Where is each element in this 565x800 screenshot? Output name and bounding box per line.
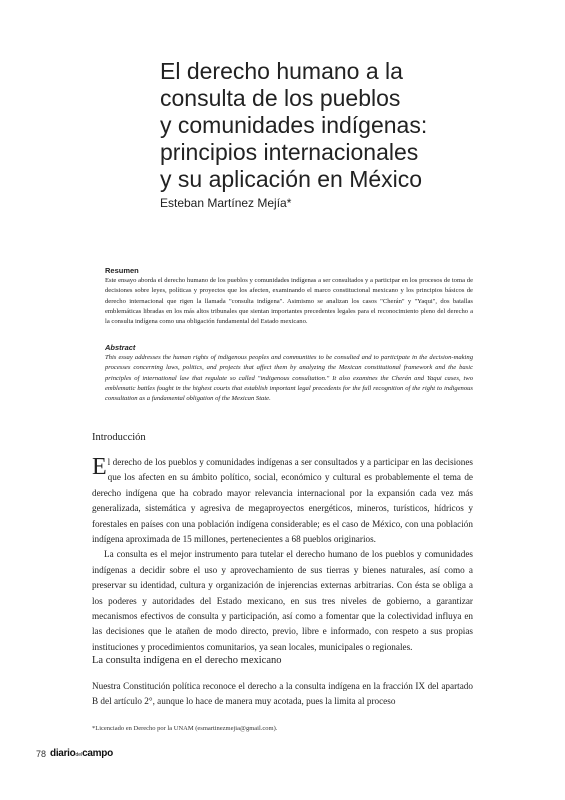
page-footer — [36, 748, 113, 759]
intro-paragraph-1 — [92, 455, 473, 547]
abstract-text: This essay addresses the human rights of indigenous peoples and communities to be consulted and to participate in the decision-making processes concerning laws, politics, and projects that affect them by analyzing the Mexican constitutional framework and the basic principles of international law that regulate so called "indigenous consultation." It also examines the Cherán and Yaqui cases, two emblematic battles fought in the highest courts that establish important legal precedents for the full recognition of the right to indigenous consultation as a fundamental obligation of the Mexican State. — [105, 354, 473, 403]
drop-cap: E — [92, 454, 107, 480]
abstract-heading: Abstract — [105, 343, 136, 352]
article-title — [160, 58, 490, 193]
section-heading: La consulta indígena en el derecho mexicano — [92, 655, 282, 666]
logo-text-del: del — [75, 752, 83, 758]
section-body — [92, 679, 473, 710]
resumen-heading: Resumen — [105, 266, 139, 275]
logo-text-diario: diario — [50, 748, 76, 759]
title-line: El derecho humano a la — [160, 58, 403, 84]
title-line: principios internacionales — [160, 139, 419, 165]
title-line: y su aplicación en México — [160, 166, 423, 192]
title-line: y comunidades indígenas: — [160, 112, 428, 138]
resumen-text: Este ensayo aborda el derecho humano de los pueblos y comunidades indígenas a ser consultados y a participar en los procesos de toma de decisiones sobre leyes, políticas y proyectos que los afecten, examinando el marco constitucional mexicano y los principios básicos de derecho internacional que rigen la llamada "consulta indígena". Asimismo se analizan los casos "Cherán" y "Yaqui", dos batallas emblemáticas libradas en los más altos tribunales que sientan importantes precedentes legales para el reconocimiento pleno del derecho a la consulta indígena como una obligación fundamental del Estado mexicano. — [105, 277, 473, 326]
intro-heading: Introducción — [92, 432, 146, 443]
footnote: *Licenciado en Derecho por la UNAM (esmartinezmejia@gmail.com). — [92, 725, 278, 732]
logo-text-campo: campo — [82, 748, 113, 759]
page-number: 78 — [36, 748, 47, 759]
journal-logo — [50, 748, 113, 759]
resumen-block — [105, 266, 473, 327]
intro-paragraph-2: La consulta es el mejor instrumento para tutelar el derecho humano de los pueblos y comunidades indígenas a decidir sobre el uso y aprovechamiento de sus tierras y bienes naturales, así como a preservar su identidad, cultura y organización de injerencias externas arbitrarias. Con ésta se obliga a los poderes y autoridades del Estado mexicano, en sus tres niveles de gobierno, a garantizar mecanismos efectivos de consulta y participación, así como a fomentar que la colectividad influya en las decisiones que le atañen de modo directo, previo, libre e informado, con respeto a sus propias instituciones y procedimientos comunitarios, ya sean locales, municipales o regionales. — [92, 549, 473, 652]
title-line: consulta de los pueblos — [160, 85, 401, 111]
author-name: Esteban Martínez Mejía* — [160, 196, 292, 210]
intro-body — [92, 455, 473, 655]
section-paragraph-1: Nuestra Constitución política reconoce el derecho a la consulta indígena en la fracción IX del apartado B del artículo 2°, aunque lo hace de manera muy acotada, pues la limita al proceso — [92, 681, 473, 707]
abstract-block — [105, 343, 473, 404]
intro-paragraph-1-text: l derecho de los pueblos y comunidades indígenas a ser consultados y a participar en las decisiones que los afecten en su ámbito político, social, económico y cultural es probablemente el tema de derecho indígena que ha cobrado mayor relevancia internacional por la expansión cada vez más generalizada, sistemática y agresiva de megaproyectos energéticos, mineros, turísticos, hídricos y forestales en países con una población indígena considerable; es el caso de México, con una población indígena aproximada de 15 millones, pertenecientes a 68 pueblos originarios. — [92, 457, 473, 545]
